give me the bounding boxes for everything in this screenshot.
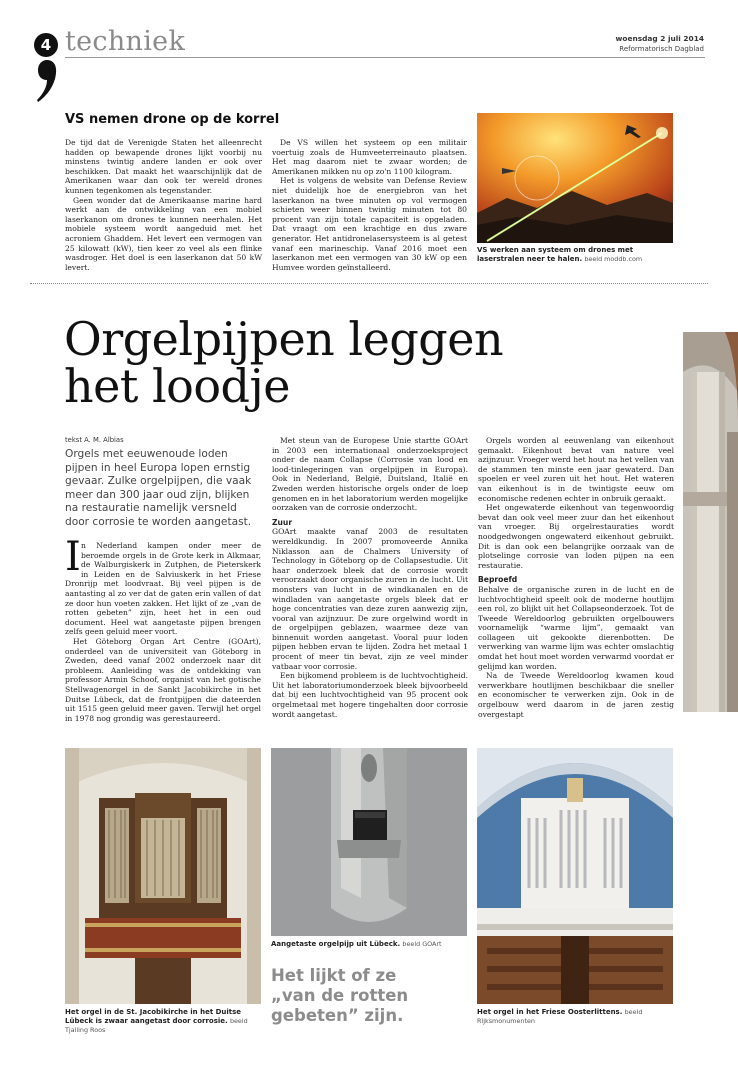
article-divider (30, 283, 708, 284)
organ-article-col1 (65, 541, 261, 723)
paragraph: De tijd dat de Verenigde Staten het alleenrecht hadden op bewapende drones lijkt voorbij nu minstens twintig andere landen er ook over beschikken. Dat maakt het waarschijnlijk dat de Amerikanen waar dan ook ter wereld drones kunnen tegenkomen als tegenstander. (65, 138, 262, 195)
paragraph: Een bijkomend probleem is de luchtvochtigheid. Uit het laboratoriumonderzoek bleek bijvoorbeeld dat bij een luchtvochtigheid van 95 procent ook orgelmetaal met hogere tingehalten door corrosie wordt aangetast. (272, 671, 468, 719)
paragraph: GOArt maakte vanaf 2003 de resultaten wereldkundig. In 2007 promoveerde Annika Niklasson aan de Chalmers University of Technology in Göteborg op de Collapsestudie. Uit haar onderzoek bleek dat de corrosie wordt veroorzaakt door organische zuren in de lucht. Uit monsters van lucht in de windkanalen en de windladen van aangetaste orgels bleek dat er hoge concentraties van deze zuren aanwezig zijn, vooral van azijnzuur. De zure orgelwind wordt in de orgelpijpen geblazen, waarmee deze van binnenuit worden aangetast. Vooral puur loden pijpen hebben ervan te lijden. Zodra het metaal 1 procent of meer tin bevat, zijn ze veel minder vatbaar voor corrosie. (272, 527, 468, 671)
drone-article-col1 (65, 138, 262, 272)
paragraph: Het is volgens de website van Defense Review niet duidelijk hoe de energiebron van het laserkanon na twee minuten op vol vermogen schieten weer binnen twintig minuten tot 80 procent van zijn totale capaciteit is opgeladen. Dat vraagt om een krachtige en dus zware generator. Het antidronelasersysteem is al getest vanaf een marineschip. Vanaf 2016 moet een laserkanon met een vermogen van 30 kW op een Humvee worden geïnstalleerd. (272, 176, 467, 272)
pipe-photo-caption (271, 940, 471, 949)
headline-line: Orgelpijpen leggen (64, 312, 504, 366)
paragraph (65, 541, 261, 637)
paragraph: Geen wonder dat de Amerikaanse marine hard werkt aan de ontwikkeling van een mobiel laserkanon om drones te kunnen neerhalen. Het mobiele systeem wordt aangeduid met het acroniem Ghaddem. Het levert een vermogen van 25 kilowatt (kW), tien keer zo veel als een flinke wasdroger. Het doel is een laserkanon dat 50 kW levert. (65, 195, 262, 272)
caption-credit: beeld Rijksmonumenten (477, 1008, 643, 1025)
page-number: 4 (40, 36, 52, 54)
paragraph: Na de Tweede Wereldoorlog kwamen koud verwerkbare houtlijmen beschikbaar die sneller en economischer te verwerken zijn. Ook in de orgelbouw werd daarom in de jaren zestig overgestapt (478, 671, 674, 719)
paragraph: De VS willen het systeem op een militair voertuig zoals de Humveeterreinauto plaatsen. Het mag daarom niet te zwaar worden; de Amerikanen mikken nu op zo'n 1100 kilogram. (272, 138, 467, 176)
paragraph-text: n Nederland kampen onder meer de beroemde orgels in de Grote kerk in Alkmaar, de Walburgiskerk in Zutphen, de Pieterskerk in Leiden en de Salviuskerk in het Friese Dronrijp met loodvraat. Bij veel pijpen is de aantasting al zo ver dat de gaten erin vallen of dat ze door hun voeten zakken. Het lijkt of ze „van de rotten gebeten” zijn, heet het in een oud document. Heel wat aangetaste pijpen brengen zelfs geen geluid meer voort. (65, 541, 261, 637)
paragraph: Behalve de organische zuren in de lucht en de luchtvochtigheid speelt ook de moderne houtlijm een rol, zo blijkt uit het Collapseonderzoek. Tot de Tweede Wereldoorlog gebruikten orgelbouwers voornamelijk “warme lijm”, gemaakt van collageen uit gekookte dierenbotten. De verwerking van warme lijm was echter omslachtig omdat het hout moet worden verwarmd voordat er gelijmd kan worden. (478, 584, 674, 671)
lubeck-photo-caption (65, 1008, 265, 1035)
paragraph: Met steun van de Europese Unie startte GOArt in 2003 een internationaal onderzoeksproject onder de naam Collapse (Corrosie van lood en lood-tinlegeringen van orgelpijpen in Europa). Ook in Nederland, België, Duitsland, Italië en Zweden werden historische orgels onder de loep genomen en in het laboratorium werden mogelijke oorzaken van de corrosie onderzocht. (272, 436, 468, 513)
caption-credit: beeld GOArt (402, 940, 442, 948)
corroded-pipe-photo (271, 748, 467, 936)
caption-text: Aangetaste orgelpijp uit Lübeck. (271, 940, 401, 948)
caption-text: Het orgel in de St. Jacobikirche in het Duitse Lübeck is zwaar aangetast door corrosie. (65, 1008, 242, 1025)
organ-article-col3 (478, 436, 674, 719)
quote-line: gebeten” zijn. (271, 1006, 404, 1025)
paragraph: Het ongewaterde eikenhout van tegenwoordig bevat dan ook veel meer zuur dan het eikenhout van vroeger. Bij orgelrestauraties wordt noodgedwongen ongewaterd eikenhout gebruikt. Dit is dan ook een belangrijke oorzaak van de plotselinge corrosie van loden pijpen na een restauratie. (478, 503, 674, 570)
byline: tekst A. M. Albias (65, 436, 124, 444)
lubeck-organ-photo (65, 748, 261, 1004)
section-title: techniek (65, 26, 186, 57)
headline-line: het loodje (64, 359, 290, 413)
organ-article-col2 (272, 436, 468, 719)
caption-credit: beeld moddb.com (584, 255, 643, 263)
comma-logo (36, 58, 58, 104)
drone-article-col2 (272, 138, 467, 272)
quote-line: Het lijkt of ze (271, 966, 397, 985)
drop-cap: I (65, 534, 81, 580)
caption-text: Het orgel in het Friese Oosterlittens. (477, 1008, 623, 1016)
paragraph: Orgels worden al eeuwenlang van eikenhout gemaakt. Eikenhout bevat van nature veel azijnzuur. Vroeger werd het hout na het vellen van de stammen ten minste een jaar gewaterd. Dan spoelen er veel zuren uit het hout. Het wateren van eikenhout is in de twintigste eeuw om economische redenen echter in onbruik geraakt. (478, 436, 674, 503)
caption-text: VS werken aan systeem om drones met laserstralen neer te halen. (477, 246, 634, 263)
subheading-beproefd: Beproefd (478, 575, 518, 585)
organ-article-headline (64, 312, 664, 413)
drone-photo-caption (477, 246, 677, 264)
drone-article-title: VS nemen drone op de korrel (65, 112, 280, 127)
header-publication: Reformatorisch Dagblad (619, 45, 704, 53)
pull-quote (271, 966, 467, 1026)
paragraph: Het Göteborg Organ Art Centre (GOArt), onderdeel van de universiteit van Göteborg in Zweden, deed vanaf 2002 onderzoek naar dit probleem. Aanleiding was de ontdekking van professor Armin Schoof, organist van het gotische Stellwagenorgel in de Sankt Jacobikirche in het Duitse Lübeck, dat de frontpijpen die dateerden uit 1515 geen geluid meer gaven. Terwijl het orgel in 1978 nog grondig was gerestaureerd. (65, 636, 261, 723)
oosterlittens-organ-photo (477, 748, 673, 1004)
oosterlittens-photo-caption (477, 1008, 677, 1026)
header-rule (65, 57, 705, 58)
subheading-zuur: Zuur (272, 517, 293, 527)
quote-line: „van de rotten (271, 986, 409, 1005)
caption-credit: beeld Tjalling Roos (65, 1017, 248, 1034)
church-column-photo (683, 332, 738, 712)
intro-text: Orgels met eeuwenoude loden pijpen in heel Europa lopen ernstig gevaar. Zulke orgelpijpen, die vaak meer dan 300 jaar oud zijn, blijken na restauratie namelijk versneld door corrosie te worden aangetast. (65, 448, 252, 528)
header-date: woensdag 2 juli 2014 (615, 34, 704, 43)
drone-laser-photo (477, 113, 673, 243)
